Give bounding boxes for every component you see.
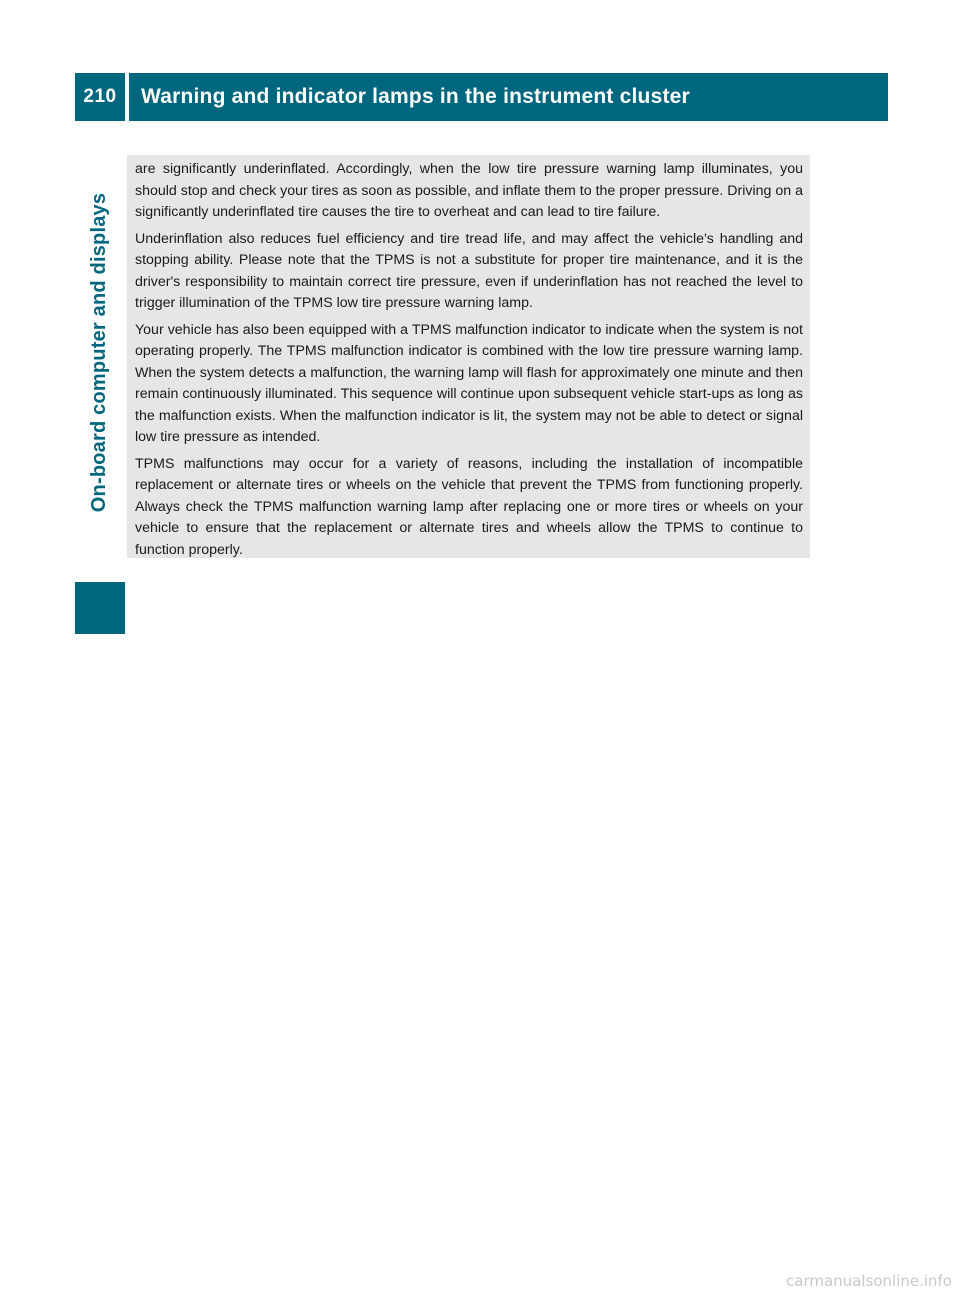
paragraph-malfunction-causes: TPMS malfunctions may occur for a variety of reasons, including the installation of incompatible replacement or alternate tires or wheels on the vehicle that prevent the TPMS from functioning properly. Always check the TPMS malfunction warning lamp after replacing one or more tires or wheels on your vehicle to ensure that the replacement or alternate tires and wheels allow the TPMS to continue to function properly. [135,455,803,558]
page-number: 210 [75,73,125,121]
section-title: Warning and indicator lamps in the instrument cluster [129,73,888,121]
watermark: carmanualsonline.info [786,1272,952,1290]
tpms-notice-box [127,155,810,558]
paragraph-malfunction-indicator: Your vehicle has also been equipped with a TPMS malfunction indicator to indicate when the system is not operating properly. The TPMS malfunction indicator is combined with the low tire pressure warning lamp. When the system detects a malfunction, the warning lamp will flash for approximately one minute and then remain continuously illuminated. This sequence will continue upon subsequent vehicle start-ups as long as the malfunction exists. When the malfunction indicator is lit, the system may not be able to detect or signal low tire pressure as intended. [135,321,803,445]
page-header [75,73,888,121]
chapter-side-tab [75,125,125,580]
paragraph-underinflation-warning: are significantly underinflated. Accordingly, when the low tire pressure warning lamp illuminates, you should stop and check your tires as soon as possible, and inflate them to the proper pressure. Driving on a significantly underinflated tire causes the tire to overheat and can lead to tire failure. [135,161,803,220]
paragraph-underinflation-effects: Underinflation also reduces fuel efficiency and tire tread life, and may affect the vehicle's handling and stopping ability. Please note that the TPMS is not a substitute for proper tire maintenance, and it is the driver's responsibility to maintain correct tire pressure, even if underinflation has not reached the level to trigger illumination of the TPMS low tire pressure warning lamp. [135,230,803,311]
chapter-label: On-board computer and displays [88,192,111,513]
chapter-color-block [75,582,125,634]
